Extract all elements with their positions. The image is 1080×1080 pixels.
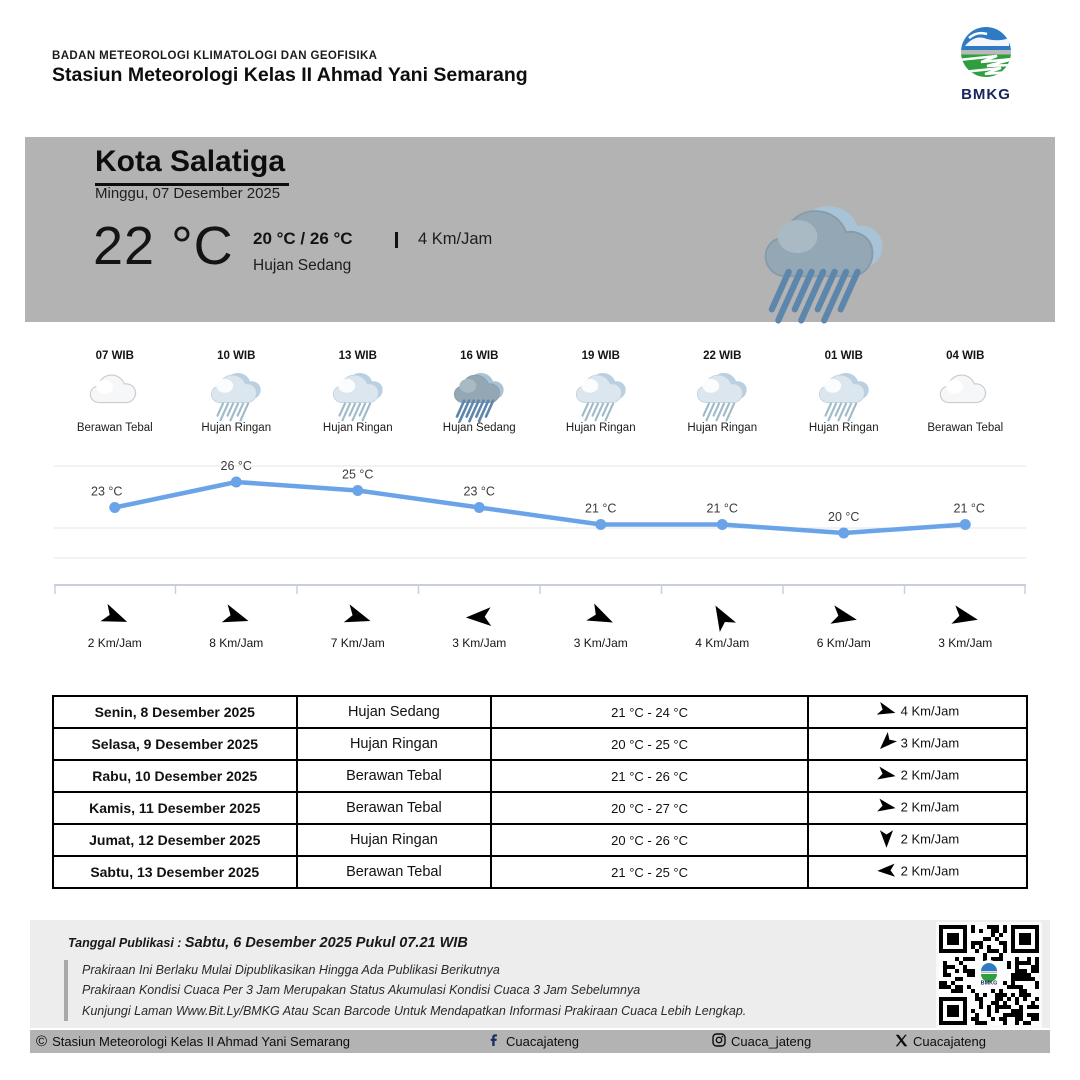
- current-wind-speed: 4 Km/Jam: [418, 230, 493, 248]
- hourly-strip: [54, 350, 1026, 434]
- bmkg-logo-icon: [957, 67, 1015, 84]
- wind-item: [297, 600, 419, 650]
- svg-text:BMKG: BMKG: [980, 980, 998, 987]
- facebook-handle: Cuacajateng: [506, 1034, 579, 1049]
- hourly-item: [783, 350, 905, 434]
- daily-row: [53, 728, 1027, 760]
- temperature-chart: [54, 452, 1026, 602]
- hujan-ringan-icon: [573, 370, 629, 420]
- wind-speed-label: 2 Km/Jam: [87, 636, 142, 650]
- svg-text:21 °C: 21 °C: [585, 501, 617, 516]
- wind-speed-label: 4 Km/Jam: [695, 636, 750, 650]
- daily-day: Jumat, 12 Desember 2025: [53, 824, 297, 856]
- daily-temp-range: 21 °C - 26 °C: [491, 760, 808, 792]
- social-bar: [30, 1030, 1050, 1053]
- bmkg-logo: [950, 26, 1022, 103]
- svg-text:26 °C: 26 °C: [220, 459, 252, 473]
- footer-note: Prakiraan Ini Berlaku Mulai Dipublikasikan Hingga Ada Publikasi Berikutnya: [82, 963, 500, 977]
- hourly-condition: Hujan Ringan: [687, 422, 758, 434]
- wind-direction-icon: [876, 860, 897, 884]
- wind-speed-label: 3 Km/Jam: [573, 636, 628, 650]
- svg-text:21 °C: 21 °C: [953, 501, 985, 516]
- agency-name: BADAN METEOROLOGI KLIMATOLOGI DAN GEOFISIKA: [52, 50, 378, 62]
- instagram-link[interactable]: [712, 1030, 811, 1053]
- hourly-item: [662, 350, 784, 434]
- daily-row: [53, 696, 1027, 728]
- daily-condition: Berawan Tebal: [297, 760, 492, 792]
- instagram-icon: [712, 1033, 726, 1050]
- daily-row: [53, 824, 1027, 856]
- twitter-handle: Cuacajateng: [913, 1034, 986, 1049]
- copyright-icon: ©: [36, 1033, 48, 1050]
- daily-day: Rabu, 10 Desember 2025: [53, 760, 297, 792]
- wind-speed-label: 7 Km/Jam: [330, 636, 385, 650]
- hujan-ringan-icon: [694, 370, 750, 420]
- hourly-item: [54, 350, 176, 434]
- daily-temp-range: 21 °C - 25 °C: [491, 856, 808, 888]
- hourly-condition: Berawan Tebal: [76, 422, 153, 434]
- berawan-tebal-icon: [87, 370, 143, 420]
- hourly-time: 01 WIB: [824, 350, 863, 362]
- instagram-handle: Cuaca_jateng: [731, 1034, 812, 1049]
- wind-direction-icon: [297, 600, 419, 634]
- current-temperature: 22 °C: [93, 216, 234, 276]
- wind-item: [540, 600, 662, 650]
- hourly-item: [905, 350, 1027, 434]
- daily-temp-range: 21 °C - 24 °C: [491, 696, 808, 728]
- daily-wind: 4 Km/Jam: [808, 696, 1027, 728]
- footer-note: Kunjungi Laman Www.Bit.Ly/BMKG Atau Scan Barcode Untuk Mendapatkan Informasi Prakiraan Cuaca Lebih Lengkap.: [82, 1003, 747, 1018]
- current-condition: Hujan Sedang: [253, 257, 352, 274]
- daily-temp-range: 20 °C - 25 °C: [491, 728, 808, 760]
- daily-condition: Berawan Tebal: [297, 856, 492, 888]
- station-name: Stasiun Meteorologi Kelas II Ahmad Yani Semarang: [52, 64, 528, 86]
- current-weather-card: [25, 137, 1055, 322]
- hourly-condition: Hujan Sedang: [442, 422, 516, 434]
- svg-text:20 °C: 20 °C: [828, 510, 860, 524]
- daily-forecast-table: [52, 695, 1028, 889]
- wind-direction-icon: [783, 600, 905, 634]
- wind-item: [662, 600, 784, 650]
- facebook-icon: [488, 1033, 501, 1050]
- header: [0, 0, 1080, 137]
- wind-direction-icon: [876, 764, 897, 788]
- hourly-time: 04 WIB: [946, 350, 985, 362]
- wind-direction-icon: [54, 600, 176, 634]
- daily-day: Kamis, 11 Desember 2025: [53, 792, 297, 824]
- wind-speed-label: 6 Km/Jam: [816, 636, 871, 650]
- hourly-condition: Hujan Ringan: [201, 422, 272, 434]
- hujan-ringan-icon: [208, 370, 264, 420]
- wind-direction-icon: [905, 600, 1027, 634]
- daily-wind: 2 Km/Jam: [808, 760, 1027, 792]
- daily-row: [53, 760, 1027, 792]
- forecast-date: Minggu, 07 Desember 2025: [95, 185, 281, 202]
- berawan-tebal-icon: [937, 370, 993, 420]
- daily-condition: Hujan Sedang: [297, 696, 492, 728]
- daily-wind: 2 Km/Jam: [808, 792, 1027, 824]
- wind-direction-icon: [419, 600, 541, 634]
- hourly-condition: Hujan Ringan: [808, 422, 879, 434]
- bmkg-logo-label: BMKG: [961, 86, 1011, 103]
- daily-temp-range: 20 °C - 27 °C: [491, 792, 808, 824]
- daily-day: Senin, 8 Desember 2025: [53, 696, 297, 728]
- wind-strip: [54, 600, 1026, 650]
- x-icon: [895, 1034, 908, 1050]
- hourly-condition: Berawan Tebal: [927, 422, 1004, 434]
- hujan-ringan-icon: [816, 370, 872, 420]
- wind-direction-icon: [876, 796, 897, 820]
- hourly-item: [297, 350, 419, 434]
- daily-condition: Hujan Ringan: [297, 728, 492, 760]
- footer-notes: [64, 960, 746, 1021]
- svg-text:23 °C: 23 °C: [91, 484, 123, 499]
- wind-item: [783, 600, 905, 650]
- wind-speed-label: 3 Km/Jam: [452, 636, 507, 650]
- wind-speed-label: 8 Km/Jam: [209, 636, 264, 650]
- publication-date-value: Sabtu, 6 Desember 2025 Pukul 07.21 WIB: [184, 935, 468, 951]
- wind-item: [54, 600, 176, 650]
- wind-direction-icon: [540, 600, 662, 634]
- hujan-ringan-icon: [330, 370, 386, 420]
- svg-text:21 °C: 21 °C: [706, 501, 738, 516]
- hourly-item: [419, 350, 541, 434]
- wind-direction-icon: [876, 732, 897, 756]
- hujan-sedang-icon: [451, 370, 507, 420]
- twitter-link[interactable]: [895, 1030, 986, 1053]
- hourly-condition: Hujan Ringan: [565, 422, 636, 434]
- daily-row: [53, 792, 1027, 824]
- separator: [395, 232, 398, 248]
- publication-footer: [30, 920, 1050, 1028]
- daily-wind: 2 Km/Jam: [808, 856, 1027, 888]
- wind-direction-icon: [876, 828, 897, 852]
- wind-speed-label: 3 Km/Jam: [938, 636, 993, 650]
- daily-wind: 2 Km/Jam: [808, 824, 1027, 856]
- hourly-time: 19 WIB: [581, 350, 620, 362]
- facebook-link[interactable]: [488, 1030, 579, 1053]
- wind-direction-icon: [176, 600, 298, 634]
- wind-item: [419, 600, 541, 650]
- temperature-range: 20 °C / 26 °C: [253, 229, 353, 248]
- daily-table-body: [53, 696, 1027, 888]
- qr-code: [936, 922, 1042, 1028]
- wind-item: [905, 600, 1027, 650]
- wind-item: [176, 600, 298, 650]
- rain-moderate-icon: [760, 199, 890, 314]
- svg-text:23 °C: 23 °C: [463, 484, 495, 499]
- daily-temp-range: 20 °C - 26 °C: [491, 824, 808, 856]
- hourly-time: 22 WIB: [703, 350, 742, 362]
- hourly-item: [540, 350, 662, 434]
- publication-date-label: Tanggal Publikasi :: [68, 936, 185, 950]
- daily-wind: 3 Km/Jam: [808, 728, 1027, 760]
- hourly-item: [176, 350, 298, 434]
- hourly-time: 16 WIB: [460, 350, 499, 362]
- hourly-time: 13 WIB: [338, 350, 377, 362]
- footer-note: Prakiraan Kondisi Cuaca Per 3 Jam Merupakan Status Akumulasi Kondisi Cuaca 3 Jam Sebelumnya: [82, 983, 641, 998]
- wind-direction-icon: [662, 600, 784, 634]
- hourly-time: 07 WIB: [95, 350, 134, 362]
- daily-row: [53, 856, 1027, 888]
- daily-condition: Berawan Tebal: [297, 792, 492, 824]
- svg-text:25 °C: 25 °C: [342, 467, 374, 482]
- wind-direction-icon: [876, 700, 897, 724]
- publication-date-line: [68, 934, 468, 952]
- daily-day: Sabtu, 13 Desember 2025: [53, 856, 297, 888]
- daily-day: Selasa, 9 Desember 2025: [53, 728, 297, 760]
- hourly-condition: Hujan Ringan: [322, 422, 393, 434]
- copyright-item: [36, 1030, 350, 1053]
- hourly-time: 10 WIB: [217, 350, 256, 362]
- daily-condition: Hujan Ringan: [297, 824, 492, 856]
- copyright-text: Stasiun Meteorologi Kelas II Ahmad Yani Semarang: [52, 1034, 351, 1049]
- city-title: Kota Salatiga: [95, 145, 289, 186]
